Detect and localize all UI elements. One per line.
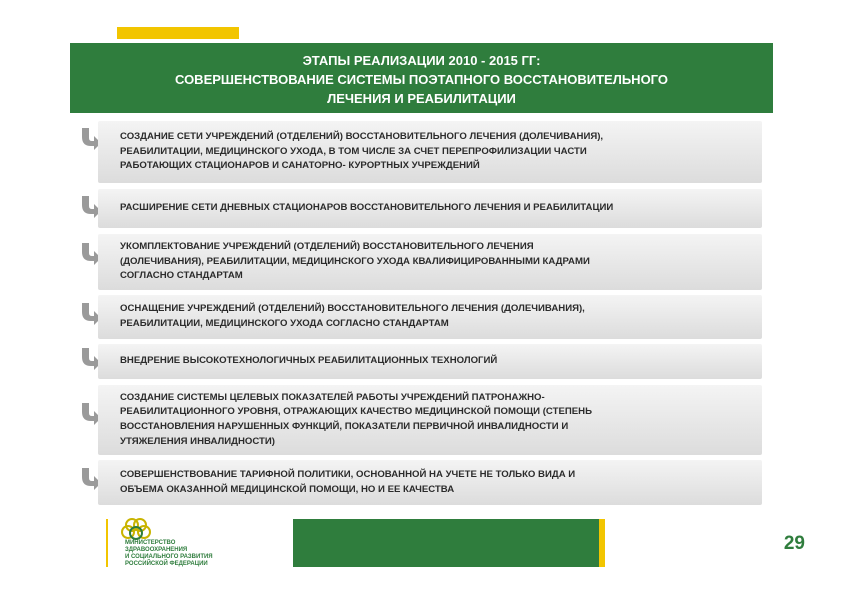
ministry-line: И СОЦИАЛЬНОГО РАЗВИТИЯ <box>125 554 213 560</box>
ministry-line: ЗДРАВООХРАНЕНИЯ <box>125 547 188 553</box>
list-item <box>98 121 762 183</box>
ministry-line: РОССИЙСКОЙ ФЕДЕРАЦИИ <box>125 561 208 567</box>
ministry-line: МИНИСТЕРСТВО <box>125 540 176 546</box>
page-header <box>70 43 773 113</box>
list-item-text: СОВЕРШЕНСТВОВАНИЕ ТАРИФНОЙ ПОЛИТИКИ, ОСНОВАННОЙ НА УЧЕТЕ НЕ ТОЛЬКО ВИДА И ОБЪЕМА ОКАЗАННОЙ МЕДИЦИНСКОЙ ПОМОЩИ, НО И ЕЕ КАЧЕСТВА <box>120 468 576 495</box>
list-item <box>98 189 762 228</box>
list-item-text: РАСШИРЕНИЕ СЕТИ ДНЕВНЫХ СТАЦИОНАРОВ ВОССТАНОВИТЕЛЬНОГО ЛЕЧЕНИЯ И РЕАБИЛИТАЦИИ <box>120 202 614 214</box>
top-accent-bar <box>117 27 239 39</box>
title-line: ЭТАПЫ РЕАЛИЗАЦИИ 2010 - 2015 ГГ: <box>302 53 541 68</box>
list-item-text: СОЗДАНИЕ СИСТЕМЫ ЦЕЛЕВЫХ ПОКАЗАТЕЛЕЙ РАБОТЫ УЧРЕЖДЕНИЙ ПАТРОНАЖНО- РЕАБИЛИТАЦИОННОГО УРОВНЯ, ОТРАЖАЮЩИХ КАЧЕСТВО МЕДИЦИНСКОЙ ПОМОЩИ (СТЕПЕНЬ ВОССТАНОВЛЕНИЯ НАРУШЕННЫХ ФУНКЦИЙ, ПОКАЗАТЕЛИ ПЕРВИЧНОЙ ИНВАЛИДНОСТИ И УТЯЖЕЛЕНИЯ ИНВАЛИДНОСТИ) <box>120 391 593 447</box>
list-item-text: ВНЕДРЕНИЕ ВЫСОКОТЕХНОЛОГИЧНЫХ РЕАБИЛИТАЦИОННЫХ ТЕХНОЛОГИЙ <box>120 355 498 367</box>
title-line: СОВЕРШЕНСТВОВАНИЕ СИСТЕМЫ ПОЭТАПНОГО ВОССТАНОВИТЕЛЬНОГО <box>175 72 668 87</box>
list-item-text: ОСНАЩЕНИЕ УЧРЕЖДЕНИЙ (ОТДЕЛЕНИЙ) ВОССТАНОВИТЕЛЬНОГО ЛЕЧЕНИЯ (ДОЛЕЧИВАНИЯ), РЕАБИЛИТАЦИИ, МЕДИЦИНСКОГО УХОДА СОГЛАСНО СТАНДАРТАМ <box>120 303 585 329</box>
list-item-text: СОЗДАНИЕ СЕТИ УЧРЕЖДЕНИЙ (ОТДЕЛЕНИЙ) ВОССТАНОВИТЕЛЬНОГО ЛЕЧЕНИЯ (ДОЛЕЧИВАНИЯ), РЕАБИЛИТАЦИИ, МЕДИЦИНСКОГО УХОДА, В ТОМ ЧИСЛЕ ЗА СЧЕТ ПЕРЕПРОФИЛИЗАЦИИ ЧАСТИ РАБОТАЮЩИХ СТАЦИОНАРОВ И САНАТОРНО- КУРОРТНЫХ УЧРЕЖДЕНИЙ <box>120 131 604 172</box>
footer-band <box>293 519 601 567</box>
list-item <box>98 385 762 455</box>
footer-accent-rule <box>106 519 108 567</box>
list-item <box>98 460 762 505</box>
title-line: ЛЕЧЕНИЯ И РЕАБИЛИТАЦИИ <box>327 91 516 106</box>
list-item-text: УКОМПЛЕКТОВАНИЕ УЧРЕЖДЕНИЙ (ОТДЕЛЕНИЙ) ВОССТАНОВИТЕЛЬНОГО ЛЕЧЕНИЯ (ДОЛЕЧИВАНИЯ), РЕАБИЛИТАЦИИ, МЕДИЦИНСКОГО УХОДА КВАЛИФИЦИРОВАННЫМИ КАДРАМИ СОГЛАСНО СТАНДАРТАМ <box>120 241 590 282</box>
list-item <box>98 344 762 379</box>
page-number: 29 <box>783 533 805 554</box>
footer-band-accent <box>599 519 605 567</box>
ministry-name <box>125 540 285 568</box>
list-item <box>98 295 762 339</box>
list-item <box>98 234 762 290</box>
